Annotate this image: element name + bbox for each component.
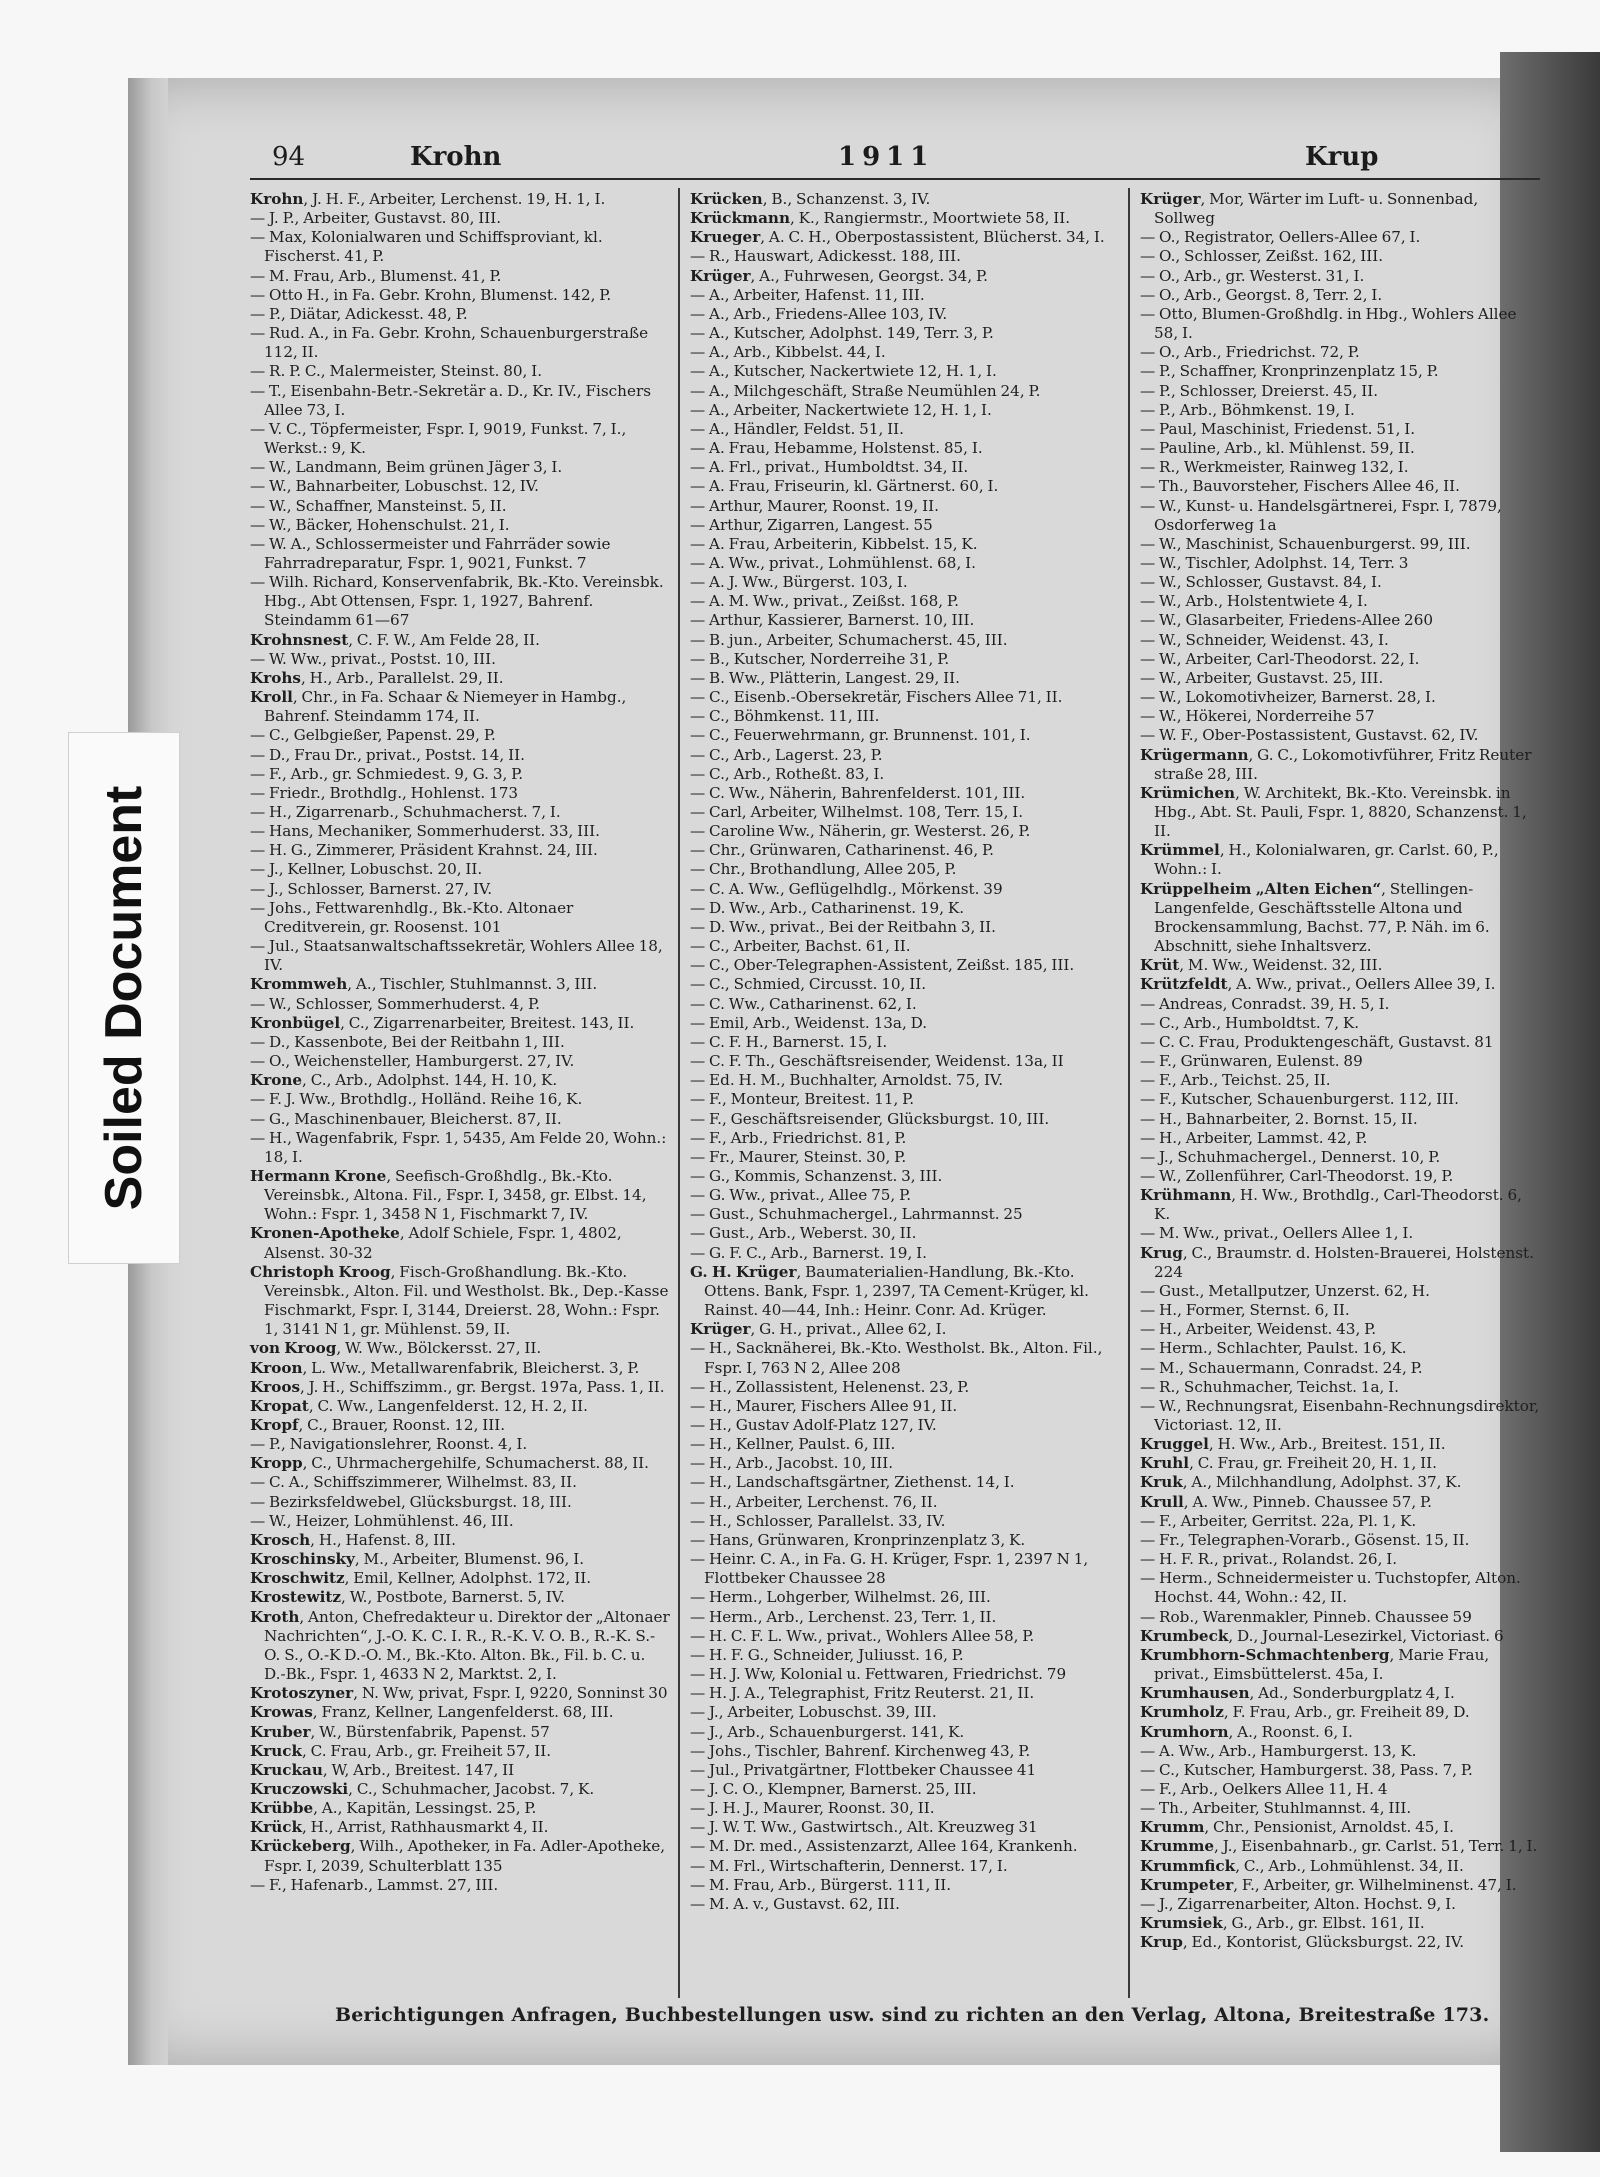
directory-entry: — R., Schuhmacher, Teichst. 1a, I. <box>1140 1377 1399 1396</box>
directory-entry: Kruber, W., Bürstenfabrik, Papenst. 57 <box>250 1722 550 1741</box>
directory-entry: — W., Schlosser, Gustavst. 84, I. <box>1140 573 1382 592</box>
directory-entry: Krumm, Chr., Pensionist, Arnoldst. 45, I. <box>1140 1818 1454 1837</box>
directory-entry: — A. M. Ww., privat., Zeißst. 168, P. <box>690 592 959 611</box>
directory-entry: — Hans, Mechaniker, Sommerhuderst. 33, III. <box>250 822 600 841</box>
directory-entry: Krüt, M. Ww., Weidenst. 32, III. <box>1140 956 1383 975</box>
directory-entry: — M. Frau, Arb., Blumenst. 41, P. <box>250 266 502 285</box>
directory-entry: — W. A., Schlossermeister und Fahrräder sowie Fahrradreparatur, Fspr. 1, 9021, Funkst. 7 <box>250 534 611 572</box>
directory-entry: — W., Landmann, Beim grünen Jäger 3, I. <box>250 458 563 477</box>
directory-entry: — Herm., Schlachter, Paulst. 16, K. <box>1140 1339 1407 1358</box>
directory-entry: Kropp, C., Uhrmachergehilfe, Schumacherst. 88, II. <box>250 1454 649 1473</box>
directory-entry: — W., Schlosser, Sommerhuderst. 4, P. <box>250 994 540 1013</box>
directory-entry: — A. Frau, Arbeiterin, Kibbelst. 15, K. <box>690 534 978 553</box>
directory-entry: — A., Arbeiter, Nackertwiete 12, H. 1, I. <box>690 400 992 419</box>
directory-entry: — W., Rechnungsrat, Eisenbahn-Rechnungsdirektor, Victoriast. 12, II. <box>1140 1396 1540 1434</box>
directory-entry: Krüppelheim „Alten Eichen“, Stellingen-Langenfelde, Geschäftsstelle Altona und Brockensammlung, Bachst. 77, P. Näh. im 6. Abschnitt, siehe Inhaltsverz. <box>1140 879 1490 956</box>
directory-entry: Krümichen, W. Architekt, Bk.-Kto. Vereinsbk. in Hbg., Abt. St. Pauli, Fspr. 1, 8820, Schanzenst. 1, II. <box>1140 783 1527 841</box>
directory-entry: Christoph Kroog, Fisch-Großhandlung. Bk.-Kto. Vereinsbk., Alton. Fil. und Westholst. Bk., Dep.-Kasse Fischmarkt, Fspr. I, 3144, Dreierst. 28, Wohn.: Fspr. 1, 3141 N 1, gr. Mühlenst. 59, II. <box>250 1262 669 1339</box>
soiled-document-text: Soiled Document <box>95 785 153 1211</box>
directory-entry: — H., Schlosser, Parallelst. 33, IV. <box>690 1511 946 1530</box>
directory-entry: — J. H. J., Maurer, Roonst. 30, II. <box>690 1799 935 1818</box>
directory-entry: — F., Arb., Oelkers Allee 11, H. 4 <box>1140 1779 1388 1798</box>
column-right <box>1140 190 1540 1952</box>
directory-entry: — Rud. A., in Fa. Gebr. Krohn, Schauenburgerstraße 112, II. <box>250 324 649 362</box>
directory-entry: — Johs., Fettwarenhdlg., Bk.-Kto. Altonaer Creditverein, gr. Roosenst. 101 <box>250 898 574 936</box>
directory-entry: — J. C. O., Klempner, Barnerst. 25, III. <box>690 1779 977 1798</box>
directory-entry: — F., Arb., gr. Schmiedest. 9, G. 3, P. <box>250 764 524 783</box>
directory-entry: — H., Zigarrenarb., Schuhmacherst. 7, I. <box>250 803 561 821</box>
directory-entry: Krosch, H., Hafenst. 8, III. <box>250 1530 456 1549</box>
directory-entry: Krübbe, A., Kapitän, Lessingst. 25, P. <box>250 1799 537 1818</box>
directory-entry: Kroon, L. Ww., Metallwarenfabrik, Bleicherst. 3, P. <box>250 1358 640 1377</box>
directory-entry: — Ed. H. M., Buchhalter, Arnoldst. 75, IV. <box>690 1071 1004 1090</box>
directory-entry: — G. F. C., Arb., Barnerst. 19, I. <box>690 1243 927 1262</box>
directory-entry: — C., Feuerwehrmann, gr. Brunnenst. 101, I. <box>690 726 1031 745</box>
directory-entry: — H., Maurer, Fischers Allee 91, II. <box>690 1396 958 1415</box>
directory-entry: — D. Ww., Arb., Catharinenst. 19, K. <box>690 898 965 917</box>
directory-entry: Kronbügel, C., Zigarrenarbeiter, Breitest. 143, II. <box>250 1013 635 1032</box>
directory-entry: — J., Schlosser, Barnerst. 27, IV. <box>250 879 493 898</box>
directory-entry: — A., Arbeiter, Hafenst. 11, III. <box>690 285 925 304</box>
directory-entry: Krützfeldt, A. Ww., privat., Oellers Allee 39, I. <box>1140 975 1496 994</box>
directory-entry: — Caroline Ww., Näherin, gr. Westerst. 26, P. <box>690 822 1031 841</box>
directory-entry: — H., Arbeiter, Weidenst. 43, P. <box>1140 1320 1377 1339</box>
directory-entry: Krueger, A. C. H., Oberpostassistent, Blücherst. 34, I. <box>690 228 1105 247</box>
directory-entry: — Arthur, Maurer, Roonst. 19, II. <box>690 496 939 515</box>
directory-entry: Kropf, C., Brauer, Roonst. 12, III. <box>250 1416 506 1434</box>
directory-entry: — Herm., Schneidermeister u. Tuchstopfer, Alton. Hochst. 44, Wohn.: 42, II. <box>1140 1569 1521 1607</box>
directory-entry: — C., Eisenb.-Obersekretär, Fischers Allee 71, II. <box>690 688 1063 707</box>
directory-entry: — C. A., Schiffszimmerer, Wilhelmst. 83, II. <box>250 1473 577 1492</box>
directory-entry: Krup, Ed., Kontorist, Glücksburgst. 22, IV. <box>1140 1933 1465 1952</box>
directory-entry: — M. Ww., privat., Oellers Allee 1, I. <box>1140 1224 1414 1243</box>
directory-entry: Krüger, A., Fuhrwesen, Georgst. 34, P. <box>690 266 988 285</box>
directory-entry: — H., Arb., Jacobst. 10, III. <box>690 1454 894 1473</box>
header-rule <box>250 178 1540 180</box>
directory-entry: — A., Milchgeschäft, Straße Neumühlen 24, P. <box>690 381 1041 400</box>
directory-entry: — Otto, Blumen-Großhdlg. in Hbg., Wohlers Allee 58, I. <box>1140 304 1517 343</box>
directory-entry: — J., Kellner, Lobuschst. 20, II. <box>250 860 483 879</box>
directory-entry: Kroll, Chr., in Fa. Schaar & Niemeyer in Hambg., Bahrenf. Steindamm 174, II. <box>250 688 627 726</box>
directory-entry: — M. Dr. med., Assistenzarzt, Allee 164, Krankenh. <box>690 1837 1078 1856</box>
directory-entry: — Carl, Arbeiter, Wilhelmst. 108, Terr. 15, I. <box>690 803 1024 821</box>
directory-entry: — C. Ww., Catharinenst. 62, I. <box>690 994 917 1013</box>
directory-entry: — C., Kutscher, Hamburgerst. 38, Pass. 7, P. <box>1140 1760 1473 1779</box>
directory-entry: — W., Lokomotivheizer, Barnerst. 28, I. <box>1140 688 1436 707</box>
directory-entry: Krumhausen, Ad., Sonderburgplatz 4, I. <box>1140 1684 1455 1703</box>
directory-entry: — H., Arbeiter, Lammst. 42, P. <box>1140 1128 1368 1147</box>
directory-entry: Krohn, J. H. F., Arbeiter, Lerchenst. 19, H. 1, I. <box>250 190 606 208</box>
directory-entry: — C. F. Th., Geschäftsreisender, Weidenst. 13a, II <box>690 1052 1064 1071</box>
directory-entry: — C. C. Frau, Produktengeschäft, Gustavst. 81 <box>1140 1032 1494 1051</box>
directory-entry: — Heinr. C. A., in Fa. G. H. Krüger, Fspr. 1, 2397 N 1, Flottbeker Chaussee 28 <box>690 1550 1089 1588</box>
directory-entry: — F. J. Ww., Brothdlg., Holländ. Reihe 16, K. <box>250 1090 583 1109</box>
directory-entry: — Gust., Metallputzer, Unzerst. 62, H. <box>1140 1281 1430 1300</box>
directory-entry: — A. Ww., privat., Lohmühlenst. 68, I. <box>690 553 976 572</box>
directory-entry: — D. Ww., privat., Bei der Reitbahn 3, II. <box>690 917 996 936</box>
page-header <box>250 142 1540 180</box>
directory-entry: — W., Arbeiter, Carl-Theodorst. 22, I. <box>1140 649 1420 668</box>
directory-entry: — H. F. R., privat., Rolandst. 26, I. <box>1140 1550 1398 1569</box>
directory-entry: Krüger, Mor, Wärter im Luft- u. Sonnenbad, Sollweg <box>1140 190 1479 228</box>
directory-entry: — C., Arb., Rotheßt. 83, I. <box>690 764 885 783</box>
directory-entry: — C. A. Ww., Geflügelhdlg., Mörkenst. 39 <box>690 879 1003 898</box>
directory-entry: — Arthur, Kassierer, Barnerst. 10, III. <box>690 611 975 630</box>
directory-entry: — W., Kunst- u. Handelsgärtnerei, Fspr. I, 7879, Osdorferweg 1a <box>1140 496 1502 534</box>
directory-entry: Kroos, J. H., Schiffszimm., gr. Bergst. 197a, Pass. 1, II. <box>250 1377 665 1396</box>
directory-entry: — Fr., Telegraphen-Vorarb., Gösenst. 15, II. <box>1140 1530 1470 1549</box>
directory-entry: — H., Zollassistent, Helenenst. 23, P. <box>690 1377 970 1396</box>
directory-entry: — D., Kassenbote, Bei der Reitbahn 1, III. <box>250 1032 565 1051</box>
directory-entry: — O., Arb., gr. Westerst. 31, I. <box>1140 266 1365 285</box>
directory-entry: — C., Arbeiter, Bachst. 61, II. <box>690 937 911 956</box>
directory-entry: — C., Gelbgießer, Papenst. 29, P. <box>250 726 496 745</box>
directory-entry: Krumpeter, F., Arbeiter, gr. Wilhelminenst. 47, I. <box>1140 1875 1517 1894</box>
directory-entry: — F., Hafenarb., Lammst. 27, III. <box>250 1875 499 1894</box>
directory-entry: Kruckau, W, Arb., Breitest. 147, II <box>250 1760 515 1779</box>
directory-entry: — O., Arb., Georgst. 8, Terr. 2, I. <box>1140 285 1383 304</box>
page-number: 94 <box>272 142 306 172</box>
directory-entry: — W., Tischler, Adolphst. 14, Terr. 3 <box>1140 553 1409 572</box>
directory-entry: — F., Arbeiter, Gerritst. 22a, Pl. 1, K. <box>1140 1511 1417 1530</box>
directory-entry: — H., Kellner, Paulst. 6, III. <box>690 1435 896 1454</box>
directory-entry: — W. Ww., privat., Postst. 10, III. <box>250 649 496 668</box>
directory-entry: — H. J. A., Telegraphist, Fritz Reuterst. 21, II. <box>690 1684 1035 1703</box>
directory-entry: — Jul., Staatsanwaltschaftssekretär, Wohlers Allee 18, IV. <box>250 937 663 975</box>
directory-entry: — C., Ober-Telegraphen-Assistent, Zeißst. 185, III. <box>690 956 1075 975</box>
directory-entry: — A., Arb., Kibbelst. 44, I. <box>690 343 886 362</box>
directory-entry: — A. Ww., Arb., Hamburgerst. 13, K. <box>1140 1741 1417 1760</box>
directory-entry: — C. F. H., Barnerst. 15, I. <box>690 1032 888 1051</box>
directory-entry: — V. C., Töpfermeister, Fspr. I, 9019, Funkst. 7, I., Werkst.: 9, K. <box>250 419 627 458</box>
directory-entry: von Kroog, W. Ww., Bölckersst. 27, II. <box>250 1339 542 1358</box>
directory-entry: — Chr., Brothandlung, Allee 205, P. <box>690 860 957 879</box>
directory-entry: — P., Schlosser, Dreierst. 45, II. <box>1140 381 1379 400</box>
directory-entry: — Gust., Arb., Weberst. 30, II. <box>690 1224 917 1243</box>
column-divider <box>1128 188 1130 1998</box>
directory-entry: — W., Schneider, Weidenst. 43, I. <box>1140 630 1389 649</box>
directory-entry: Krücken, B., Schanzenst. 3, IV. <box>690 190 931 208</box>
directory-entry: — A. Frau, Friseurin, kl. Gärtnerst. 60, I. <box>690 477 999 496</box>
directory-entry: — Bezirksfeldwebel, Glücksburgst. 18, III. <box>250 1492 572 1511</box>
directory-entry: Krug, C., Braumstr. d. Holsten-Brauerei, Holstenst. 224 <box>1140 1243 1534 1281</box>
directory-entry: — W., Schaffner, Mansteinst. 5, II. <box>250 496 507 515</box>
directory-entry: — H. J. Ww, Kolonial u. Fettwaren, Friedrichst. 79 <box>690 1665 1067 1684</box>
directory-entry: — W., Bäcker, Hohenschulst. 21, I. <box>250 515 510 534</box>
directory-entry: — M., Schauermann, Conradst. 24, P. <box>1140 1358 1423 1377</box>
directory-entry: Krumsiek, G., Arb., gr. Elbst. 161, II. <box>1140 1914 1425 1933</box>
directory-entry: Kroschinsky, M., Arbeiter, Blumenst. 96, I. <box>250 1550 585 1569</box>
directory-entry: — B. jun., Arbeiter, Schumacherst. 45, III. <box>690 630 1008 649</box>
directory-entry: — O., Registrator, Oellers-Allee 67, I. <box>1140 228 1421 247</box>
directory-entry: — O., Arb., Friedrichst. 72, P. <box>1140 343 1360 362</box>
directory-entry: Krowas, Franz, Kellner, Langenfelderst. 68, III. <box>250 1703 614 1722</box>
directory-entry: — Gust., Schuhmachergel., Lahrmannst. 25 <box>690 1205 1023 1224</box>
directory-entry: — Arthur, Zigarren, Langest. 55 <box>690 515 933 534</box>
year: 1911 <box>838 142 935 172</box>
directory-entry: Krumbhorn-Schmachtenberg, Marie Frau, privat., Eimsbüttelerst. 45a, I. <box>1140 1645 1490 1684</box>
directory-entry: — G., Kommis, Schanzenst. 3, III. <box>690 1166 943 1185</box>
directory-entry: — F., Arb., Teichst. 25, II. <box>1140 1071 1331 1090</box>
directory-entry: — A., Händler, Feldst. 51, II. <box>690 419 904 438</box>
directory-entry: — Friedr., Brothdlg., Hohlenst. 173 <box>250 783 519 802</box>
directory-entry: — Th., Arbeiter, Stuhlmannst. 4, III. <box>1140 1799 1412 1818</box>
directory-entry: — A. Frau, Hebamme, Holstenst. 85, I. <box>690 439 983 458</box>
directory-entry: — J., Schuhmachergel., Dennerst. 10, P. <box>1140 1147 1441 1166</box>
directory-entry: — W., Arbeiter, Gustavst. 25, III. <box>1140 668 1384 687</box>
directory-entry: — Herm., Arb., Lerchenst. 23, Terr. 1, II. <box>690 1607 997 1626</box>
directory-entry: — J. P., Arbeiter, Gustavst. 80, III. <box>250 209 502 228</box>
column-left <box>250 190 670 1895</box>
directory-entry: — B. Ww., Plätterin, Langest. 29, II. <box>690 668 960 687</box>
directory-entry: — H. F. G., Schneider, Juliusst. 16, P. <box>690 1645 964 1664</box>
directory-entry: Krumhorn, A., Roonst. 6, I. <box>1140 1722 1353 1741</box>
directory-entry: Krüger, G. H., privat., Allee 62, I. <box>690 1320 947 1339</box>
soiled-document-label <box>68 732 180 1264</box>
directory-entry: — A., Arb., Friedens-Allee 103, IV. <box>690 304 948 323</box>
directory-entry: — P., Navigationslehrer, Roonst. 4, I. <box>250 1435 528 1454</box>
directory-entry: — H., Landschaftsgärtner, Ziethenst. 14, I. <box>690 1473 1015 1492</box>
directory-entry: Krück, H., Arrist, Rathhausmarkt 4, II. <box>250 1818 549 1837</box>
directory-entry: — Pauline, Arb., kl. Mühlenst. 59, II. <box>1140 439 1415 458</box>
directory-entry: Krotoszyner, N. Ww, privat, Fspr. I, 9220, Sonninst 30 <box>250 1684 668 1703</box>
directory-entry: Kruhl, C. Frau, gr. Freiheit 20, H. 1, II. <box>1140 1454 1437 1473</box>
directory-entry: Krostewitz, W., Postbote, Barnerst. 5, IV. <box>250 1588 565 1607</box>
directory-entry: Hermann Krone, Seefisch-Großhdlg., Bk.-Kto. Vereinsbk., Altona. Fil., Fspr. I, 3458, gr. Elbst. 14, Wohn.: Fspr. 1, 3458 N 1, Fischmarkt 7, IV. <box>250 1166 647 1224</box>
directory-entry: — A., Kutscher, Adolphst. 149, Terr. 3, P. <box>690 324 994 343</box>
directory-entry: Kroth, Anton, Chefredakteur u. Direktor der „Altonaer Nachrichten“, J.-O. K. C. I. R., R.-K. V. O. B., R.-K. S.-O. S., O.-K D.-O. M., Bk.-Kto. Alton. Bk., Fil. b. C. u. D.-Bk., Fspr. 1, 4633 N 2, Marktst. 2, I. <box>250 1607 670 1684</box>
directory-entry: — R., Hauswart, Adickesst. 188, III. <box>690 247 961 266</box>
left-keyword: Krohn <box>410 142 502 172</box>
directory-entry: Krohnsnest, C. F. W., Am Felde 28, II. <box>250 630 540 649</box>
directory-entry: — C., Arb., Lagerst. 23, P. <box>690 745 883 764</box>
directory-entry: Kronen-Apotheke, Adolf Schiele, Fspr. 1, 4802, Alsenst. 30-32 <box>250 1224 622 1262</box>
directory-entry: — W., Zollenführer, Carl-Theodorst. 19, P. <box>1140 1166 1454 1185</box>
directory-entry: Krückmann, K., Rangiermstr., Moortwiete 58, II. <box>690 209 1071 228</box>
directory-entry: — M. Frl., Wirtschafterin, Dennerst. 17, I. <box>690 1856 1008 1875</box>
directory-entry: — Emil, Arb., Weidenst. 13a, D. <box>690 1013 928 1032</box>
directory-entry: — Th., Bauvorsteher, Fischers Allee 46, II. <box>1140 477 1460 496</box>
directory-entry: — W., Arb., Holstentwiete 4, I. <box>1140 592 1368 611</box>
directory-entry: G. H. Krüger, Baumaterialien-Handlung, Bk.-Kto. Ottens. Bank, Fspr. 1, 2397, TA Cement-Krüger, kl. Rainst. 40—44, Inh.: Heinr. Conr. Ad. Krüger. <box>690 1262 1089 1320</box>
directory-entry: — H., Arbeiter, Lerchenst. 76, II. <box>690 1492 938 1511</box>
directory-entry: — F., Grünwaren, Eulenst. 89 <box>1140 1052 1363 1071</box>
directory-entry: — H., Gustav Adolf-Platz 127, IV. <box>690 1416 937 1434</box>
directory-entry: — H., Sacknäherei, Bk.-Kto. Westholst. Bk., Alton. Fil., Fspr. I, 763 N 2, Allee 208 <box>690 1339 1103 1377</box>
directory-entry: — M. Frau, Arb., Bürgerst. 111, II. <box>690 1875 952 1894</box>
directory-entry: — H., Bahnarbeiter, 2. Bornst. 15, II. <box>1140 1109 1418 1128</box>
directory-entry: — Paul, Maschinist, Friedenst. 51, I. <box>1140 419 1416 438</box>
directory-entry: — B., Kutscher, Norderreihe 31, P. <box>690 649 950 668</box>
directory-entry: Krühmann, H. Ww., Brothdlg., Carl-Theodorst. 6, K. <box>1140 1186 1522 1224</box>
directory-entry: — Rob., Warenmakler, Pinneb. Chaussee 59 <box>1140 1607 1472 1626</box>
directory-entry: — Jul., Privatgärtner, Flottbeker Chaussee 41 <box>690 1760 1037 1779</box>
directory-entry: — W. F., Ober-Postassistent, Gustavst. 62, IV. <box>1140 726 1479 745</box>
directory-entry: Kruczowski, C., Schuhmacher, Jacobst. 7, K. <box>250 1779 595 1798</box>
directory-entry: — W., Glasarbeiter, Friedens-Allee 260 <box>1140 611 1434 630</box>
directory-entry: — R. P. C., Malermeister, Steinst. 80, I. <box>250 362 543 381</box>
directory-entry: — W., Maschinist, Schauenburgerst. 99, III. <box>1140 534 1471 553</box>
directory-entry: — F., Kutscher, Schauenburgerst. 112, III. <box>1140 1090 1459 1109</box>
directory-entry: Kruggel, H. Ww., Arb., Breitest. 151, II. <box>1140 1435 1446 1454</box>
directory-entry: Krone, C., Arb., Adolphst. 144, H. 10, K. <box>250 1071 558 1090</box>
directory-entry: — F., Arb., Friedrichst. 81, P. <box>690 1128 907 1147</box>
directory-entry: — Otto H., in Fa. Gebr. Krohn, Blumenst. 142, P. <box>250 285 612 304</box>
directory-entry: — D., Frau Dr., privat., Postst. 14, II. <box>250 745 525 764</box>
directory-entry: — A., Kutscher, Nackertwiete 12, H. 1, I. <box>690 362 997 381</box>
directory-entry: Krückeberg, Wilh., Apotheker, in Fa. Adler-Apotheke, Fspr. I, 2039, Schulterblatt 135 <box>250 1837 666 1875</box>
directory-entry: Krumme, J., Eisenbahnarb., gr. Carlst. 51, Terr. 1, I. <box>1140 1837 1538 1856</box>
directory-entry: — C., Böhmkenst. 11, III. <box>690 707 880 726</box>
right-keyword: Krup <box>1305 142 1379 172</box>
directory-entry: — O., Weichensteller, Hamburgerst. 27, IV. <box>250 1052 575 1071</box>
directory-entry: — C., Arb., Humboldtst. 7, K. <box>1140 1013 1360 1032</box>
directory-entry: Krull, A. Ww., Pinneb. Chaussee 57, P. <box>1140 1492 1432 1511</box>
directory-entry: — A. J. Ww., Bürgerst. 103, I. <box>690 573 908 592</box>
directory-entry: — W., Hökerei, Norderreihe 57 <box>1140 707 1375 726</box>
directory-entry: — Johs., Tischler, Bahrenf. Kirchenweg 43, P. <box>690 1741 1031 1760</box>
directory-entry: — P., Diätar, Adickesst. 48, P. <box>250 304 468 323</box>
directory-entry: Krommweh, A., Tischler, Stuhlmannst. 3, III. <box>250 975 598 994</box>
directory-entry: Kroschwitz, Emil, Kellner, Adolphst. 172, II. <box>250 1569 592 1588</box>
directory-entry: — F., Geschäftsreisender, Glücksburgst. 10, III. <box>690 1109 1050 1128</box>
directory-entry: — H. C. F. L. Ww., privat., Wohlers Allee 58, P. <box>690 1626 1035 1645</box>
directory-entry: — Hans, Grünwaren, Kronprinzenplatz 3, K. <box>690 1530 1026 1549</box>
directory-entry: Krumbeck, D., Journal-Lesezirkel, Victoriast. 6 <box>1140 1626 1504 1645</box>
column-middle <box>690 190 1120 1914</box>
directory-entry: — J. W. T. Ww., Gastwirtsch., Alt. Kreuzweg 31 <box>690 1818 1038 1837</box>
directory-entry: — F., Monteur, Breitest. 11, P. <box>690 1090 915 1109</box>
directory-entry: Krumholz, F. Frau, Arb., gr. Freiheit 89, D. <box>1140 1703 1470 1722</box>
directory-entry: — J., Arbeiter, Lobuschst. 39, III. <box>690 1703 937 1722</box>
directory-entry: — H., Wagenfabrik, Fspr. 1, 5435, Am Felde 20, Wohn.: 18, I. <box>250 1128 667 1166</box>
directory-entry: Krohs, H., Arb., Parallelst. 29, II. <box>250 668 504 687</box>
footer-note: Berichtigungen Anfragen, Buchbestellungen usw. sind zu richten an den Verlag, Altona, Breitestraße 173. <box>335 2004 1490 2026</box>
directory-entry: Kropat, C. Ww., Langenfelderst. 12, H. 2, II. <box>250 1396 588 1415</box>
directory-entry: — Wilh. Richard, Konservenfabrik, Bk.-Kto. Vereinsbk. Hbg., Abt Ottensen, Fspr. 1, 1927, Bahrenf. Steindamm 61—67 <box>250 573 664 630</box>
directory-entry: — O., Schlosser, Zeißst. 162, III. <box>1140 247 1384 266</box>
directory-entry: — J., Arb., Schauenburgerst. 141, K. <box>690 1722 965 1741</box>
directory-entry: — A. Frl., privat., Humboldtst. 34, II. <box>690 458 969 477</box>
directory-entry: — H. G., Zimmerer, Präsident Krahnst. 24, III. <box>250 841 598 860</box>
directory-entry: — Max, Kolonialwaren und Schiffsproviant, kl. Fischerst. 41, P. <box>250 228 603 266</box>
directory-entry: — R., Werkmeister, Rainweg 132, I. <box>1140 458 1409 477</box>
column-divider <box>678 188 680 1998</box>
directory-entry: — Chr., Grünwaren, Catharinenst. 46, P. <box>690 841 994 860</box>
directory-entry: — C. Ww., Näherin, Bahrenfelderst. 101, III. <box>690 783 1026 802</box>
directory-entry: — J., Zigarrenarbeiter, Alton. Hochst. 9, I. <box>1140 1894 1456 1913</box>
directory-entry: — P., Schaffner, Kronprinzenplatz 15, P. <box>1140 362 1439 381</box>
directory-entry: — C., Schmied, Circusst. 10, II. <box>690 975 927 994</box>
directory-entry: — Andreas, Conradst. 39, H. 5, I. <box>1140 994 1390 1013</box>
directory-entry: — W., Heizer, Lohmühlenst. 46, III. <box>250 1511 514 1530</box>
directory-entry: — G., Maschinenbauer, Bleicherst. 87, II. <box>250 1109 562 1128</box>
directory-entry: — Fr., Maurer, Steinst. 30, P. <box>690 1147 907 1166</box>
directory-entry: Kruk, A., Milchhandlung, Adolphst. 37, K. <box>1140 1473 1462 1492</box>
directory-entry: — Herm., Lohgerber, Wilhelmst. 26, III. <box>690 1588 991 1607</box>
directory-entry: — W., Bahnarbeiter, Lobuschst. 12, IV. <box>250 477 539 496</box>
directory-entry: Krügermann, G. C., Lokomotivführer, Fritz Reuter straße 28, III. <box>1140 745 1532 783</box>
directory-entry: — H., Former, Sternst. 6, II. <box>1140 1301 1350 1320</box>
directory-entry: Kruck, C. Frau, Arb., gr. Freiheit 57, II. <box>250 1741 552 1760</box>
directory-entry: — P., Arb., Böhmkenst. 19, I. <box>1140 400 1355 419</box>
directory-entry: Krümmel, H., Kolonialwaren, gr. Carlst. 60, P., Wohn.: I. <box>1140 841 1499 879</box>
directory-entry: — G. Ww., privat., Allee 75, P. <box>690 1186 912 1205</box>
directory-entry: — M. A. v., Gustavst. 62, III. <box>690 1894 900 1913</box>
directory-entry: — T., Eisenbahn-Betr.-Sekretär a. D., Kr. IV., Fischers Allee 73, I. <box>250 381 651 419</box>
directory-entry: Krummfick, C., Arb., Lohmühlenst. 34, II. <box>1140 1856 1464 1875</box>
